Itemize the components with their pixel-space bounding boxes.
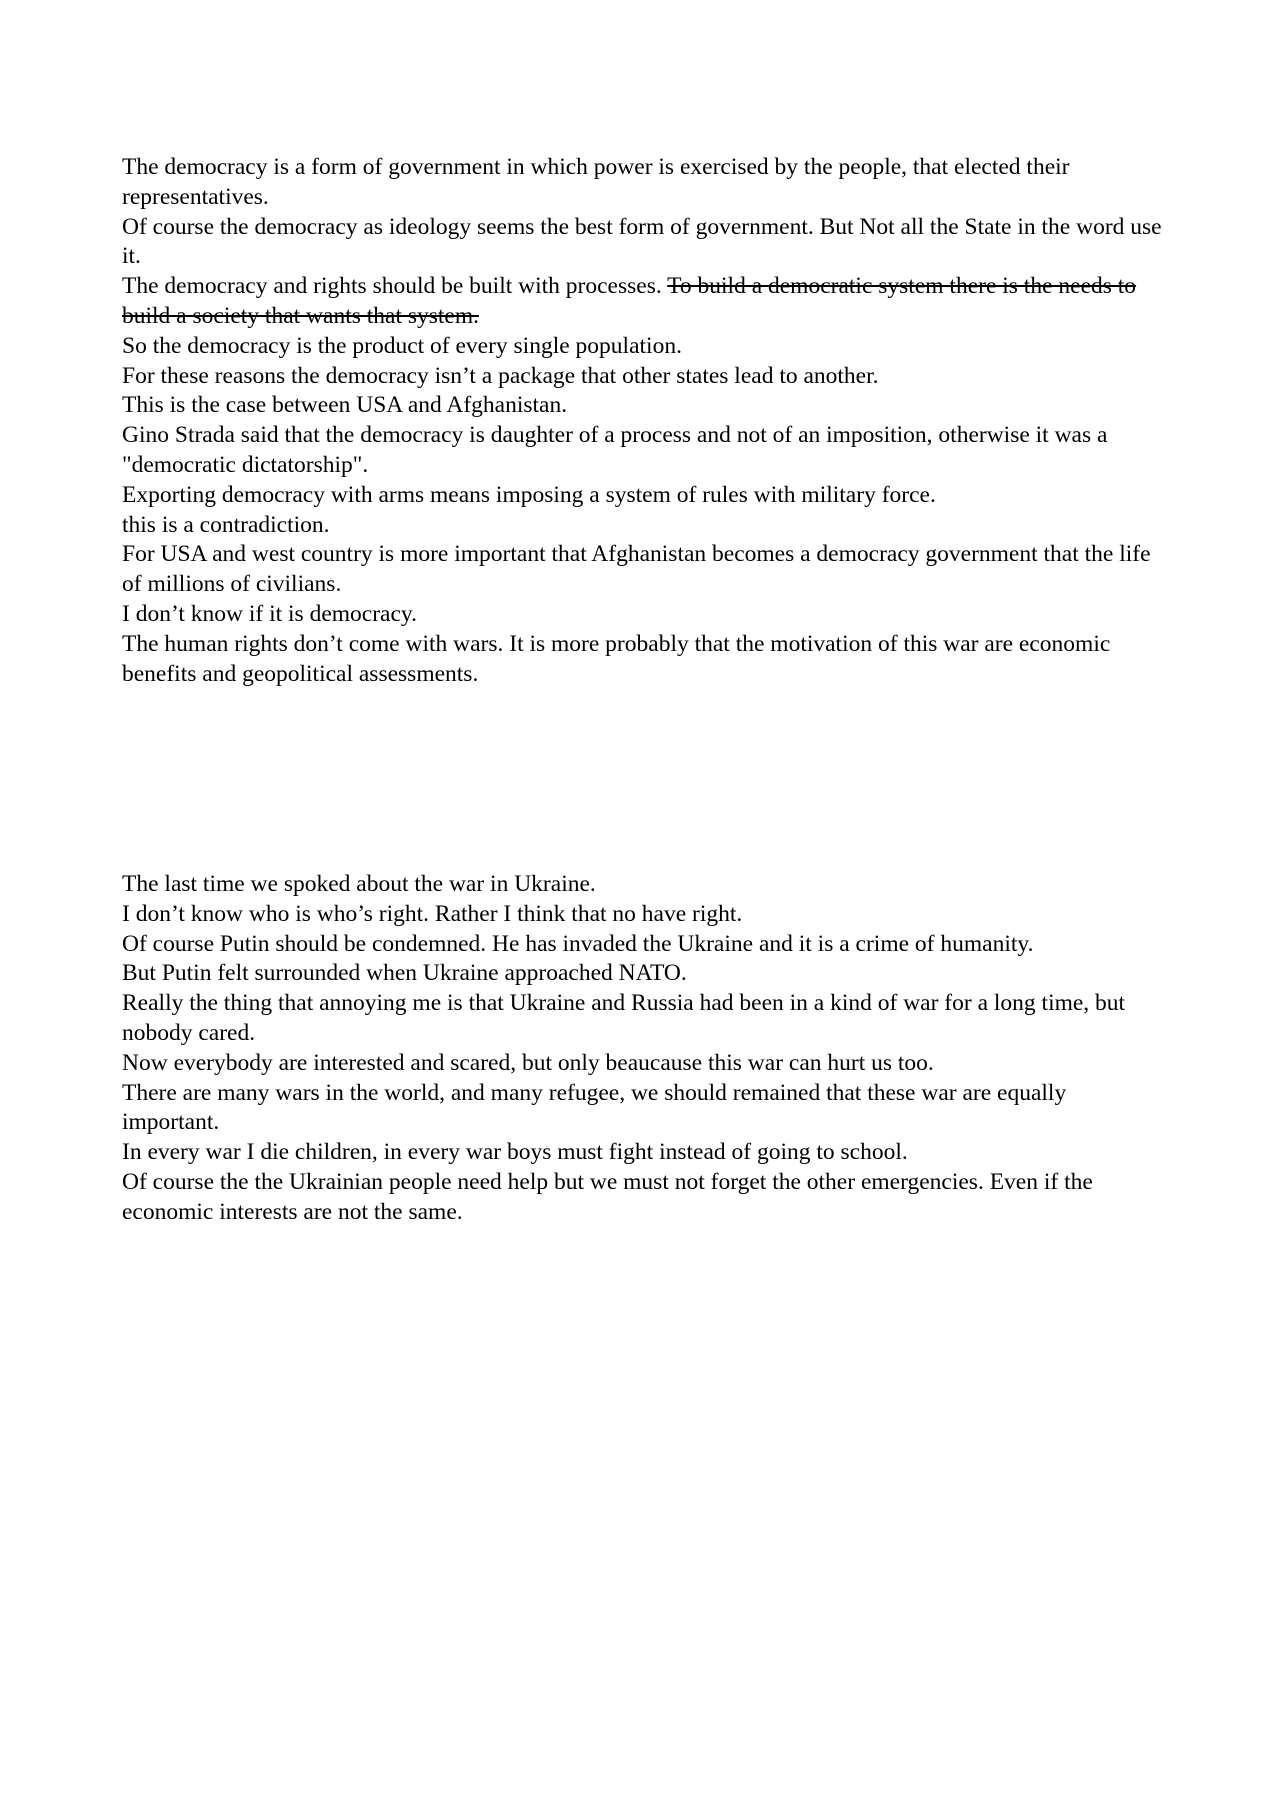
paragraph-line: this is a contradiction. bbox=[122, 511, 330, 538]
paragraph-line: For these reasons the democracy isn’t a package that other states lead to another. bbox=[122, 362, 879, 389]
paragraph-line: Gino Strada said that the democracy is daughter of a process and not of an imposition, otherwise it was a "democratic dictatorship". bbox=[122, 422, 1108, 478]
paragraph-line: Of course the democracy as ideology seems the best form of government. But Not all the State in the word use it. bbox=[122, 213, 1162, 270]
paragraph-line: In every war I die children, in every war boys must fight instead of going to school. bbox=[122, 1139, 908, 1166]
paragraph-line-with-strikethrough bbox=[122, 272, 1162, 332]
paragraph-line: Really the thing that annoying me is that Ukraine and Russia had been in a kind of war for a long time, but nobody cared. bbox=[122, 990, 1126, 1046]
paragraph-line: The democracy is a form of government in which power is exercised by the people, that elected their representatives. bbox=[122, 154, 1070, 210]
paragraph-line: The human rights don’t come with wars. It is more probably that the motivation of this war are economic benefits and geopolitical assessments. bbox=[122, 630, 1111, 687]
paragraph-line: Exporting democracy with arms means imposing a system of rules with military force. bbox=[122, 481, 936, 508]
paragraph-line: There are many wars in the world, and many refugee, we should remained that these war are equally important. bbox=[122, 1079, 1067, 1136]
paragraph-line: This is the case between USA and Afghanistan. bbox=[122, 392, 568, 419]
paragraph-line: I don’t know if it is democracy. bbox=[122, 600, 417, 627]
struck-through-sentence: To build a democratic system there is the needs to build a society that wants that system. bbox=[122, 273, 1137, 329]
paragraph-line: I don’t know who is who’s right. Rather I think that no have right. bbox=[122, 900, 743, 927]
paragraph-line: Of course the the Ukrainian people need help but we must not forget the other emergencies. Even if the economic interests are not the same. bbox=[122, 1168, 1093, 1225]
ukraine-section bbox=[122, 870, 1162, 1228]
paragraph-line: But Putin felt surrounded when Ukraine approached NATO. bbox=[122, 960, 687, 987]
paragraph-line: So the democracy is the product of every single population. bbox=[122, 332, 682, 359]
paragraph-line: For USA and west country is more important that Afghanistan becomes a democracy government that the life of millions of civilians. bbox=[122, 541, 1151, 598]
paragraph-line: Now everybody are interested and scared, but only beaucause this war can hurt us too. bbox=[122, 1049, 934, 1076]
paragraph-line: The last time we spoked about the war in Ukraine. bbox=[122, 871, 596, 897]
rights-sentence: The democracy and rights should be built with processes. bbox=[122, 273, 668, 300]
democracy-section bbox=[122, 153, 1162, 689]
paragraph-line: Of course Putin should be condemned. He has invaded the Ukraine and it is a crime of humanity. bbox=[122, 930, 1034, 957]
